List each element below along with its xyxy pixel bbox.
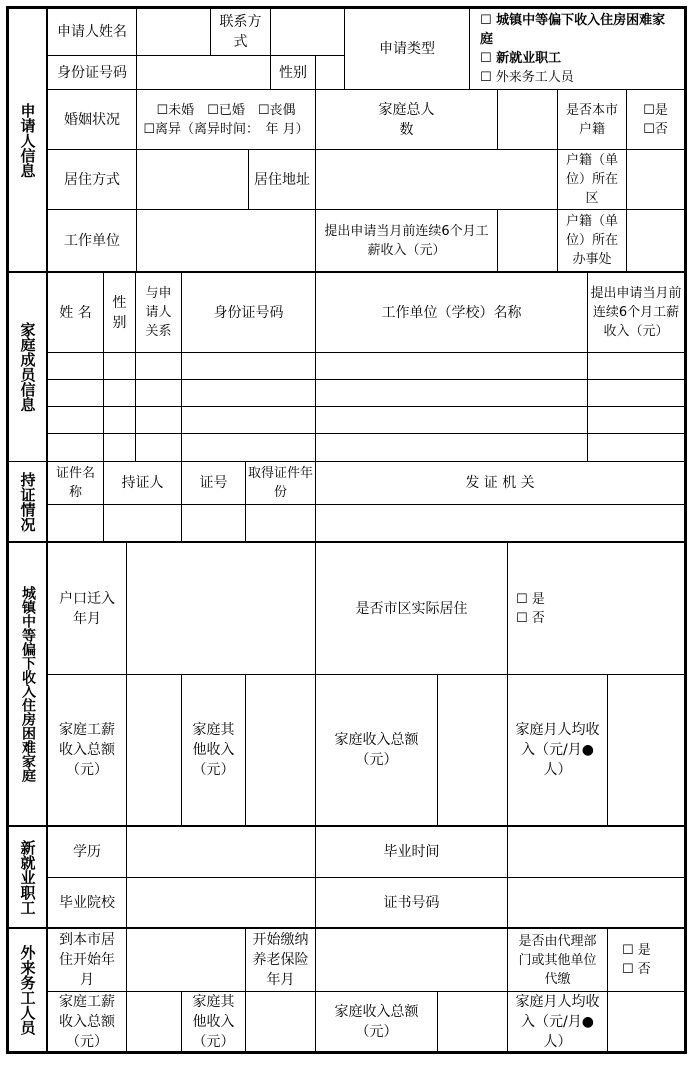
family-row1-relation[interactable] (135, 352, 182, 380)
m-salary-total-field[interactable] (126, 991, 182, 1052)
m-income-total-field[interactable] (437, 991, 508, 1052)
family-row3-relation[interactable] (135, 406, 182, 434)
m-monthly-avg-field[interactable] (607, 991, 685, 1052)
li-salary-total-label: 家庭工薪收入总额（元） (47, 674, 127, 826)
certificate-number-field[interactable] (507, 877, 685, 928)
contact-label: 联系方式 (210, 8, 271, 56)
family-row3-employer[interactable] (315, 406, 588, 434)
hukou-office-label: 户籍（单位）所在办事处 (557, 209, 627, 272)
certificate-number-label: 证书号码 (315, 877, 508, 928)
cert-header-authority: 发 证 机 关 (315, 461, 685, 505)
family-row3-gender[interactable] (103, 406, 136, 434)
cert-row1-year[interactable] (245, 504, 316, 542)
actual-residence-no[interactable]: ☐ 否 (516, 610, 545, 626)
hukou-move-field[interactable] (126, 542, 316, 675)
residence-start-label: 到本市居住开始年月 (47, 928, 127, 992)
education-label: 学历 (47, 826, 127, 878)
gender-label: 性别 (270, 55, 316, 90)
residence-start-field[interactable] (126, 928, 246, 992)
family-row4-id[interactable] (181, 433, 316, 462)
family-row2-id[interactable] (181, 379, 316, 407)
apply-type-option-low-income[interactable]: ☐ 城镇中等偏下收入住房困难家庭 (480, 13, 666, 47)
id-number-label: 身份证号码 (47, 55, 137, 90)
school-field[interactable] (126, 877, 316, 928)
applicant-name-field[interactable] (136, 8, 211, 56)
agency-label: 是否由代理部门或其他单位代缴 (507, 928, 608, 992)
m-salary-total-label: 家庭工薪收入总额（元） (47, 991, 127, 1052)
family-row3-salary[interactable] (587, 406, 685, 434)
family-row2-relation[interactable] (135, 379, 182, 407)
li-monthly-avg-field[interactable] (607, 674, 685, 826)
li-monthly-avg-label: 家庭月人均收入（元/月●人） (507, 674, 608, 826)
apply-type-label: 申请类型 (344, 8, 470, 90)
school-label: 毕业院校 (47, 877, 127, 928)
hukou-office-field[interactable] (626, 209, 685, 272)
family-size-field[interactable] (497, 89, 558, 150)
marital-options-line2[interactable]: ☐离异（离异时间： 年 月） (143, 121, 309, 137)
apply-type-option-migrant[interactable]: ☐ 外来务工人员 (480, 70, 574, 85)
m-other-income-field[interactable] (245, 991, 316, 1052)
family-row3-name[interactable] (47, 406, 104, 434)
id-number-field[interactable] (136, 55, 271, 90)
section-applicant-info: 申请人信息 (8, 8, 47, 272)
family-header-gender: 性别 (103, 272, 136, 353)
cert-row1-number[interactable] (181, 504, 246, 542)
cert-header-name: 证件名称 (47, 461, 104, 505)
employer-label: 工作单位 (47, 209, 137, 272)
marital-label: 婚姻状况 (47, 89, 137, 150)
gender-field[interactable] (315, 55, 345, 90)
hukou-district-field[interactable] (626, 149, 685, 210)
actual-residence-options[interactable] (507, 542, 685, 675)
marital-options-line1[interactable]: ☐未婚 ☐已婚 ☐丧偶 (156, 102, 296, 118)
family-size-label: 家庭总人数 (315, 89, 498, 150)
graduation-time-label: 毕业时间 (315, 826, 508, 878)
residence-address-label: 居住地址 (248, 149, 316, 210)
local-hukou-no[interactable]: ☐否 (643, 121, 668, 137)
cert-row1-holder[interactable] (103, 504, 182, 542)
family-row1-employer[interactable] (315, 352, 588, 380)
section-low-income: 城镇中等偏下收入住房困难家庭 (8, 542, 47, 826)
actual-residence-label: 是否市区实际居住 (315, 542, 508, 675)
agency-options[interactable] (607, 928, 685, 992)
agency-yes[interactable]: ☐ 是 (622, 943, 651, 958)
family-row4-name[interactable] (47, 433, 104, 462)
salary-6m-label: 提出申请当月前连续6个月工薪收入（元） (315, 209, 498, 272)
local-hukou-label: 是否本市户籍 (557, 89, 627, 150)
local-hukou-yes[interactable]: ☐是 (643, 102, 668, 118)
li-salary-total-field[interactable] (126, 674, 182, 826)
contact-field[interactable] (270, 8, 345, 56)
family-row1-gender[interactable] (103, 352, 136, 380)
family-header-employer: 工作单位（学校）名称 (315, 272, 588, 353)
cert-header-holder: 持证人 (103, 461, 182, 505)
m-income-total-label: 家庭收入总额（元） (315, 991, 438, 1052)
family-header-salary: 提出申请当月前连续6个月工薪收入（元） (587, 272, 685, 353)
cert-header-year: 取得证件年份 (245, 461, 316, 505)
apply-type-options[interactable] (469, 8, 685, 90)
application-form (6, 6, 687, 1054)
family-row1-id[interactable] (181, 352, 316, 380)
section-migrant: 外来务工人员 (8, 928, 47, 1052)
family-header-id: 身份证号码 (181, 272, 316, 353)
actual-residence-yes[interactable]: ☐ 是 (516, 591, 545, 607)
section-certificate: 持证情况 (8, 461, 47, 542)
li-income-total-field[interactable] (437, 674, 508, 826)
graduation-time-field[interactable] (507, 826, 685, 878)
cert-row1-authority[interactable] (315, 504, 685, 542)
m-other-income-label: 家庭其他收入（元） (181, 991, 246, 1052)
marital-options[interactable] (136, 89, 316, 150)
employer-field[interactable] (136, 209, 316, 272)
apply-type-option-new-employee[interactable]: ☐ 新就业职工 (480, 51, 562, 66)
salary-6m-field[interactable] (497, 209, 558, 272)
pension-start-label: 开始缴纳养老保险年月 (245, 928, 316, 992)
hukou-move-label: 户口迁入年月 (47, 542, 127, 675)
hukou-district-label: 户籍（单位）所在区 (557, 149, 627, 210)
cert-header-number: 证号 (181, 461, 246, 505)
family-row2-name[interactable] (47, 379, 104, 407)
family-row1-salary[interactable] (587, 352, 685, 380)
family-row4-gender[interactable] (103, 433, 136, 462)
agency-no[interactable]: ☐ 否 (622, 962, 651, 977)
family-header-relation: 与申请人关系 (135, 272, 182, 353)
section-new-employee: 新就业职工 (8, 826, 47, 928)
family-header-name: 姓 名 (47, 272, 104, 353)
education-field[interactable] (126, 826, 316, 878)
li-other-income-field[interactable] (245, 674, 316, 826)
family-row3-id[interactable] (181, 406, 316, 434)
family-row4-salary[interactable] (587, 433, 685, 462)
family-row2-employer[interactable] (315, 379, 588, 407)
li-other-income-label: 家庭其他收入（元） (181, 674, 246, 826)
section-family-info: 家庭成员信息 (8, 272, 47, 462)
residence-mode-field[interactable] (136, 149, 249, 210)
cert-row1-name[interactable] (47, 504, 104, 542)
li-income-total-label: 家庭收入总额（元） (315, 674, 438, 826)
applicant-name-label: 申请人姓名 (47, 8, 137, 56)
residence-address-field[interactable] (315, 149, 558, 210)
family-row2-salary[interactable] (587, 379, 685, 407)
pension-start-field[interactable] (315, 928, 508, 992)
m-monthly-avg-label: 家庭月人均收入（元/月●人） (507, 991, 608, 1052)
family-row4-relation[interactable] (135, 433, 182, 462)
family-row2-gender[interactable] (103, 379, 136, 407)
family-row4-employer[interactable] (315, 433, 588, 462)
local-hukou-options[interactable] (626, 89, 685, 150)
residence-mode-label: 居住方式 (47, 149, 137, 210)
family-row1-name[interactable] (47, 352, 104, 380)
